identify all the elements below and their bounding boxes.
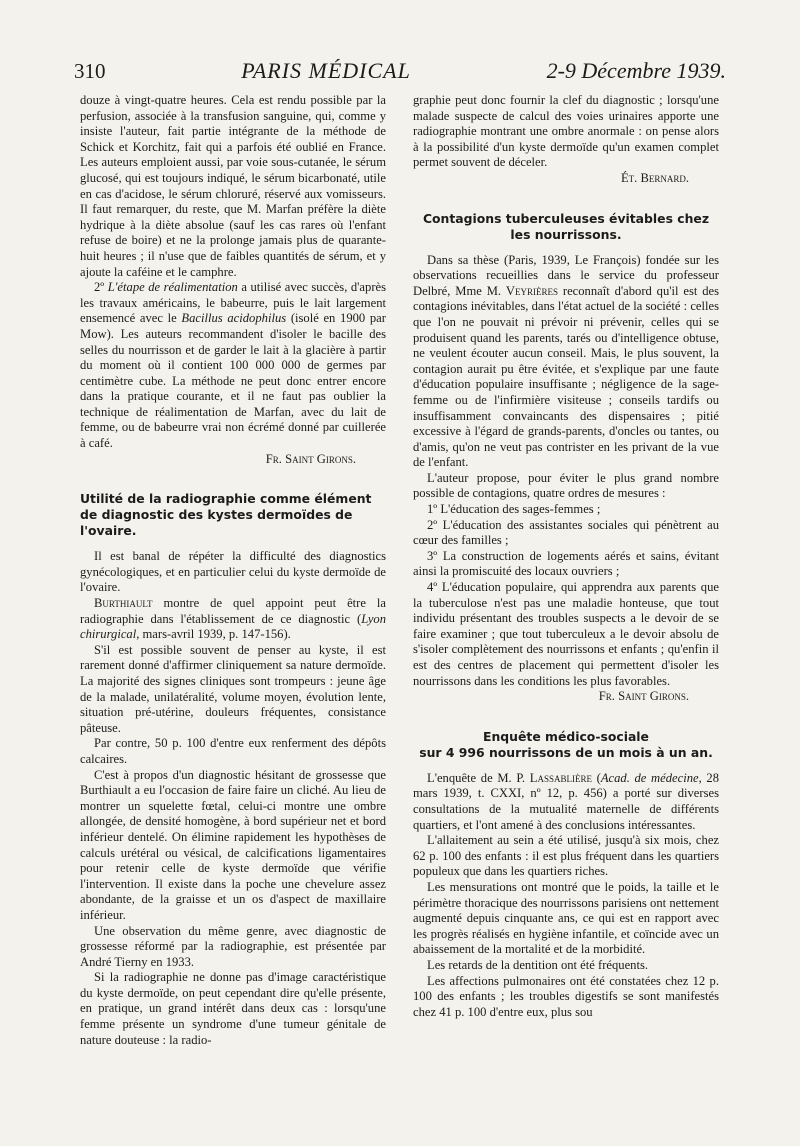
paragraph: Une observation du même genre, avec diagnostic de grossesse réformé par la radiographie, est présentée par André Tierny en 1933. (80, 923, 386, 969)
paragraph: L'allaitement au sein a été utilisé, jusqu'à six mois, chez 62 p. 100 des enfants : il est plus fréquent dans les quartiers populeux que dans les quartiers riches. (413, 833, 719, 879)
list-item: 4º L'éducation populaire, qui apprendra aux parents que la tuberculose n'est pas une maladie honteuse, que tout individu présentant des troubles suspects a le devoir de se faire examiner ; que tout tuberculeux a le devoir absolu de s'isoler complètement des nourrissons et enfants ; qu'enfin il est des centres de placement qui permettent d'isoler les nourrissons dans les conditions les plus favorables. (413, 580, 719, 688)
paragraph: Par contre, 50 p. 100 d'entre eux renferment des dépôts calcaires. (80, 736, 386, 766)
left-column (80, 93, 386, 1048)
paragraph: Les affections pulmonaires ont été constatées chez 12 p. 100 des enfants ; les troubles digestifs se sont manifestés chez 41 p. 100 d'entre eux, plus sou (413, 973, 719, 1019)
paragraph: Si la radiographie ne donne pas d'image caractéristique du kyste dermoïde, on peut cependant dire qu'elle présente, en pratique, un grand intérêt dans deux cas : lorsqu'une femme présente un syndrome d'une tumeur génitale de nature douteuse : la radio- (80, 970, 386, 1047)
paragraph: Il est banal de répéter la difficulté des diagnostics gynécologiques, et en particulier celui du kyste dermoïde de l'ovaire. (80, 549, 386, 595)
article-heading-subline: sur 4 996 nourrissons de un mois à un an. (419, 744, 713, 760)
signature: Fr. Saint Girons. (598, 689, 689, 704)
paragraph: Les retards de la dentition ont été fréquents. (427, 957, 649, 972)
paragraph: 2º L'étape de réalimentation a utilisé avec succès, d'après les travaux américains, le babeurre, puis le lait largement ensemencé avec le Bacillus acidophilus (isolé en 1900 par Mow). Les auteurs recommandent d'isoler le bacille des selles du nourrisson et de garder le lait à la glacière à partir du moment où il contient 100 000 000 de germes par centimètre cube. La méthode ne peut donc entrer encore dans la pratique courante, et il ne faut pas oublier la technique de réalimentation de Marfan, avec du lait de femme, ou de babeurre vrai non écrémé donné par cuillerée à café. (80, 280, 387, 451)
paragraph: Dans sa thèse (Paris, 1939, Le François) fondée sur les observations recueillies dans le service du professeur Delbré, Mme M. Veyrières reconnaît d'abord qu'il est des contagions inévitables, dans l'état actuel de la société : celles que l'on ne pouvait ni prévoir ni prévenir, celles qui se produisent quand les parents, tarés ou d'intelligence obtuse, ne veulent écouter aucun conseil. Mais, le plus souvent, la contagion aurait pu être évitée, et s'explique par une faute d'éducation populaire insuffisante ; négligence de la sage-femme ou de l'infirmière visiteuse ; conseils tardifs ou insuffisamment convaincants des dispensaires ; pitié excessive à l'égard de grands-parents, d'oncles ou tantes, ou d'amis, qu'on ne veut pas contrister en les privant de la vue de l'enfant. (413, 252, 720, 470)
paragraph: Burthiault montre de quel appoint peut être la radiographie dans l'établissement de ce diagnostic (Lyon chirurgical, mars-avril 1939, p. 147-156). (80, 596, 386, 642)
article-heading: Contagions tuberculeuses évitables chez les nourrissons. (422, 210, 710, 242)
paragraph: Les mensurations ont montré que le poids, la taille et le périmètre thoracique des nourrissons parisiens ont nettement augmenté depuis cinquante ans, ce qui est en rapport avec les progrès réalisés en hygiène infantile, et coïncide avec un abaissement de la mortalité et de la morbidité. (413, 879, 719, 957)
article-heading: Utilité de la radiographie comme élément de diagnostic des kystes dermoïdes de l'ovaire. (80, 491, 372, 539)
running-header (74, 58, 726, 88)
paragraph: S'il est possible souvent de penser au kyste, il est rarement donné d'affirmer cliniquement sa nature dermoïde. La majorité des signes cliniques sont trompeurs : jeune âge de la malade, unilatéralité, volume moyen, évolution lente, situation pré-utérine, douleurs fréquentes, consistance pâteuse. (80, 642, 386, 735)
paragraph: douze à vingt-quatre heures. Cela est rendu possible par la perfusion, associée à la transfusion sanguine, qui, comme y insiste l'auteur, fait partie intégrante de la méthode de Schick et Korchitz, fait qui a parfois été oublié en France. Les auteurs emploient aussi, par voie sous-cutanée, le sérum glucosé, qui est toujours indiqué, le sérum bicarbonaté, utile en cas d'acidose, le sérum chloruré, réservé aux vomisseurs. Il faut remarquer, du reste, que M. Marfan préfère la diète hydrique à la diète absolue (sauf les cas rares où l'enfant refuse de boire) et ne la prolonge jamais plus de quarante-huit heures ; il n'use que de faibles quantités de sérum, et y ajoute la caféine et le camphre. (80, 93, 386, 279)
page-number: 310 (74, 59, 106, 83)
list-item: 1º L'éducation des sages-femmes ; (427, 502, 601, 517)
list-item: 2º L'éducation des assistantes sociales qui pénètrent au cœur des familles ; (413, 517, 719, 548)
journal-title: PARIS MÉDICAL (241, 58, 411, 83)
signature: Ét. Bernard. (620, 170, 689, 185)
paragraph: L'enquête de M. P. Lassablière (Acad. de médecine, 28 mars 1939, t. CXXI, nº 12, p. 456) a porté sur diverses consultations de la mutualité maternelle de différents quartiers, et l'ont amené à des conclusions intéressantes. (413, 770, 720, 832)
right-column (413, 93, 719, 1020)
issue-date: 2-9 Décembre 1939. (546, 58, 726, 83)
list-item: 3º La construction de logements aérés et sains, évitant ainsi la promiscuité des locaux ouvriers ; (413, 548, 719, 579)
signature: Fr. Saint Girons. (265, 451, 356, 466)
paragraph: graphie peut donc fournir la clef du diagnostic ; lorsqu'une malade suspecte de calcul des voies urinaires apporte une radiographie montrant une ombre anormale : on pense alors à la possibilité d'un kyste dermoïde qu'un examen complet permet souvent de déceler. (413, 93, 719, 170)
paragraph: C'est à propos d'un diagnostic hésitant de grossesse que Burthiault a eu l'occasion de faire faire un cliché. Au lieu de montrer un squelette fœtal, celui-ci montre une ombre allongée, de densité homogène, à bord supérieur net et bord inférieur dentelé. On élimine rapidement les hypothèses de calculs urétéral ou vésical, de calcifications ligamentaires pour retenir celle de kyste dermoïde que vérifie l'intervention. Il existe dans la poche une chevelure assez abondante, de la graisse et un os d'aspect de maxillaire inférieur. (80, 767, 386, 922)
paragraph: L'auteur propose, pour éviter le plus grand nombre possible de contagions, quatre ordres de mesures : (413, 470, 719, 501)
article-heading: Enquête médico-sociale (483, 728, 649, 744)
